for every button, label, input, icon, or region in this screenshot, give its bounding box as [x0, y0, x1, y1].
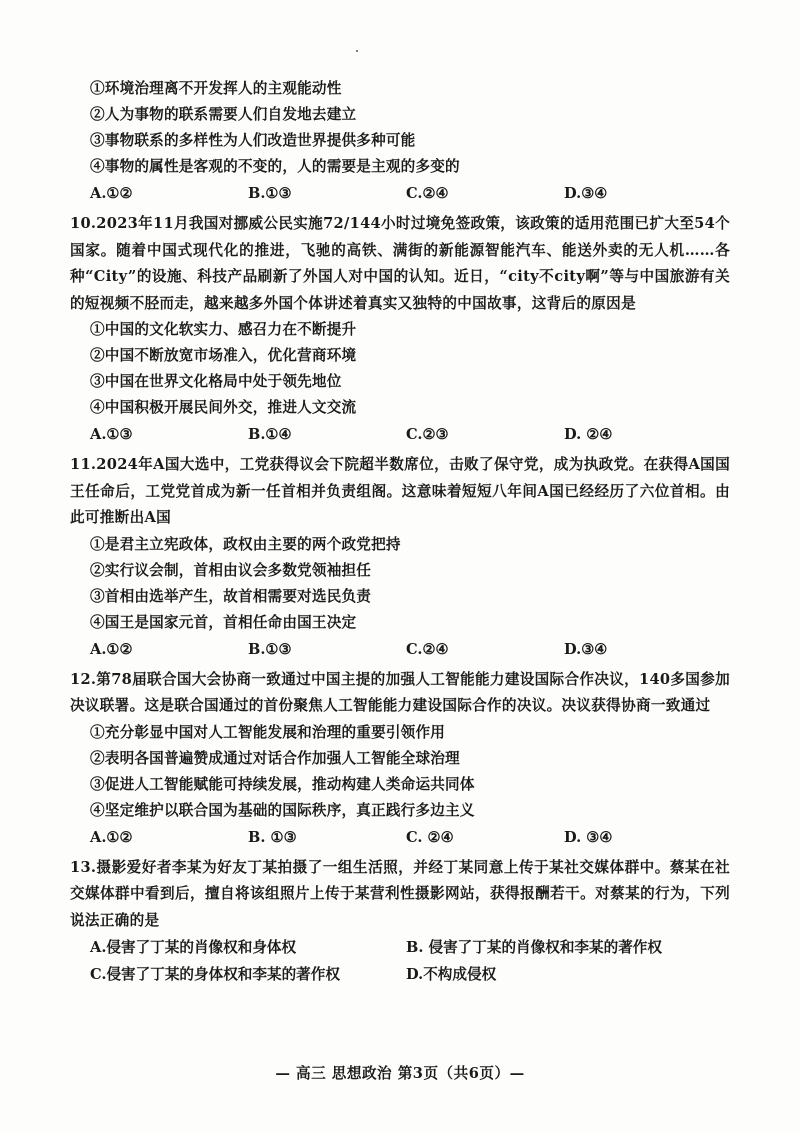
- q10-choices: [90, 421, 730, 449]
- q9-choices: [90, 180, 730, 208]
- q13-choice-a: A.侵害了丁某的肖像权和身体权: [90, 939, 297, 956]
- q11-option-4: ④国王是国家元首，首相任命由国王决定: [90, 613, 357, 631]
- q10-option-3: ③中国在世界文化格局中处于领先地位: [90, 373, 342, 390]
- q12-option-3: ③促进人工智能赋能可持续发展，推动构建人类命运共同体: [90, 775, 475, 793]
- q12-choice-d: D. ③④: [564, 828, 613, 846]
- question-10-options: [90, 317, 730, 421]
- q13-choice-c: C.侵害了丁某的身体权和李某的著作权: [90, 966, 340, 983]
- question-9-options: [90, 76, 730, 180]
- q11-choice-d: D.③④: [564, 640, 608, 658]
- q11-choices: [90, 636, 730, 664]
- q11-choice-b: B.①③: [248, 640, 292, 658]
- q9-option-1: ①环境治理离不开发挥人的主观能动性: [90, 80, 342, 97]
- q9-choice-b: B.①③: [248, 185, 292, 202]
- question-11-options: [90, 532, 730, 636]
- q12-option-4: ④坚定维护以联合国为基础的国际秩序，真正践行多边主义: [90, 801, 475, 819]
- question-11-stem: 11.2024年A国大选中，工党获得议会下院超半数席位，击败了保守党，成为执政党。在获得A国国王任命后，工党党首成为新一任首相并负责组阁。这意味着短短八年间A国已经经历了六位首相。由此可推断出A国: [70, 456, 730, 526]
- q13-choice-d: D.不构成侵权: [406, 966, 497, 983]
- q11-choice-c: C.②④: [406, 640, 449, 658]
- q12-choice-c: C. ②④: [406, 828, 454, 846]
- q11-option-1: ①是君主立宪政体，政权由主要的两个政党把持: [90, 535, 401, 553]
- q9-choice-a: A.①②: [90, 185, 133, 202]
- q9-option-2: ②人为事物的联系需要人们自发地去建立: [90, 106, 357, 123]
- q13-choices: [90, 934, 730, 988]
- q12-option-2: ②表明各国普遍赞成通过对话合作加强人工智能全球治理: [90, 749, 460, 767]
- scan-speck: [356, 50, 358, 52]
- q12-choices: [90, 824, 730, 852]
- q10-option-4: ④中国积极开展民间外交，推进人文交流: [90, 399, 357, 416]
- question-13-stem: 13.摄影爱好者李某为好友丁某拍摄了一组生活照，并经丁某同意上传于某社交媒体群中。蔡某在社交媒体群中看到后，擅自将该组照片上传于某营利性摄影网站，获得报酬若干。对蔡某的行为，下列说法正确的是: [70, 858, 730, 929]
- q10-choice-c: C.②③: [406, 426, 449, 443]
- q10-option-2: ②中国不断放宽市场准入，优化营商环境: [90, 347, 357, 364]
- page-footer: — 高三 思想政治 第3页（共6页）—: [275, 1065, 525, 1082]
- q10-choice-d: D. ②④: [564, 426, 613, 443]
- exam-content: [70, 76, 730, 988]
- q13-choice-b: B. 侵害了丁某的肖像权和李某的著作权: [406, 939, 662, 956]
- q9-choice-c: C.②④: [406, 185, 449, 202]
- q11-option-2: ②实行议会制，首相由议会多数党领袖担任: [90, 561, 372, 579]
- q9-option-3: ③事物联系的多样性为人们改造世界提供多种可能: [90, 132, 416, 149]
- q9-option-4: ④事物的属性是客观的不变的，人的需要是主观的多变的: [90, 158, 460, 175]
- q12-option-1: ①充分彰显中国对人工智能发展和治理的重要引领作用: [90, 723, 446, 741]
- question-12-stem: 12.第78届联合国大会协商一致通过中国主提的加强人工智能能力建设国际合作决议，140多国参加决议联署。这是联合国通过的首份聚焦人工智能能力建设国际合作的决议。决议获得协商一致通过: [70, 670, 730, 714]
- q10-choice-b: B.①④: [248, 426, 292, 443]
- q10-option-1: ①中国的文化软实力、感召力在不断提升: [90, 321, 357, 338]
- q10-choice-a: A.①③: [90, 426, 133, 443]
- q12-choice-b: B. ①③: [248, 828, 297, 846]
- q11-choice-a: A.①②: [90, 640, 133, 658]
- question-12-options: [90, 720, 730, 824]
- q9-choice-d: D.③④: [564, 185, 608, 202]
- question-10-stem: 10.2023年11月我国对挪威公民实施72/144小时过境免签政策，该政策的适用范围已扩大至54个国家。随着中国式现代化的推进，飞驰的高铁、满街的新能源智能汽车、能送外卖的无人机……各种“City”的设施、科技产品刷新了外国人对中国的认知。近日，“city不city啊”等与中国旅游有关的短视频不胫而走，越来越多外国个体讲述着真实又独特的中国故事，这背后的原因是: [70, 215, 730, 312]
- q12-choice-a: A.①②: [90, 828, 133, 846]
- q11-option-3: ③首相由选举产生，故首相需要对选民负责: [90, 587, 372, 605]
